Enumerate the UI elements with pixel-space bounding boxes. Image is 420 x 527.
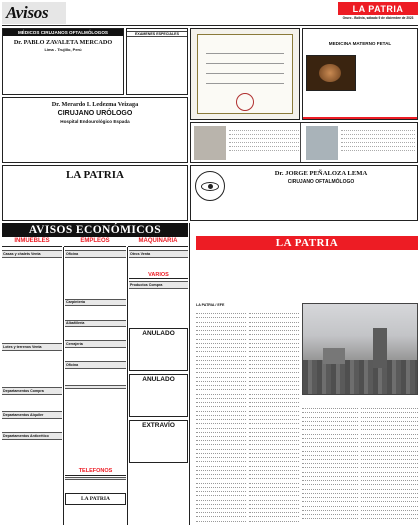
- ad-line: [2, 366, 62, 370]
- detail-line: [359, 75, 417, 79]
- divider: [2, 25, 418, 26]
- article-column: [196, 310, 246, 523]
- ad-photo-block: [191, 123, 301, 163]
- building: [373, 328, 387, 368]
- article-line: [196, 517, 246, 521]
- article-byline: LA PATRIA / EFE: [196, 303, 225, 307]
- ad-line: [2, 382, 62, 386]
- classified-ad[interactable]: [129, 314, 188, 325]
- article-column: [302, 405, 358, 523]
- anulado-title: ANULADO: [142, 330, 175, 338]
- ad-text: [229, 127, 299, 151]
- doctor-name: Dr. Merardo I. Ledezma Veizaga: [51, 101, 139, 108]
- building: [323, 348, 345, 364]
- ad-line: [2, 296, 62, 300]
- ad-doctor-penaloza: [190, 165, 418, 221]
- section-inmuebles: INMUEBLES: [2, 238, 62, 247]
- ad-laboratory: [126, 28, 188, 95]
- photo-caption: [302, 396, 418, 404]
- eye-icon: [195, 171, 225, 201]
- classified-ad[interactable]: [65, 370, 126, 384]
- anulado-line: [132, 362, 186, 368]
- classified-ad[interactable]: [2, 441, 62, 452]
- ecografia-title: MEDICINA MATERNO FETAL: [328, 41, 392, 46]
- anulado-notice: [129, 374, 188, 417]
- doctor-details: [7, 56, 119, 76]
- article-column: [361, 405, 418, 523]
- doctor-name: Dr. PABLO ZAVALETA MERCADO: [13, 39, 113, 47]
- ad-line: [2, 338, 62, 342]
- classified-ad[interactable]: [129, 290, 188, 301]
- section-telefonos: TELÉFONOS: [65, 468, 126, 476]
- classified-ad[interactable]: [65, 259, 126, 270]
- doctor-degree: Lima - Trujillo, Perú: [44, 46, 82, 52]
- hospital-name: Hospital Endourológico Espada: [60, 119, 130, 125]
- ad-line: [65, 294, 126, 298]
- category-header: Cerrajería: [65, 340, 126, 348]
- ad-line: [129, 309, 188, 313]
- ad-text: [341, 127, 415, 151]
- classified-ad[interactable]: [65, 271, 126, 282]
- ad-line: [2, 448, 62, 452]
- article-line: [249, 517, 299, 521]
- centro-label: [303, 117, 417, 119]
- column-maquinaria: [129, 249, 188, 525]
- section-varios: VARIOS: [129, 272, 188, 280]
- doctor-specialty: CIRUJANO URÓLOGO: [57, 109, 133, 117]
- ad-header: MÉDICOS CIRUJANOS OFTALMÓLOGOS: [3, 29, 123, 36]
- ecografia-details: [359, 55, 417, 79]
- ad-certificate: [190, 28, 300, 120]
- classified-ad[interactable]: [65, 328, 126, 339]
- ad-line: [65, 278, 126, 282]
- classified-ad[interactable]: [129, 302, 188, 313]
- doctor-specialty: CIRUJANO OFTALMÓLOGO: [287, 179, 355, 186]
- ad-line: [65, 397, 126, 401]
- category-header: Casas y chalets Venta: [2, 250, 62, 258]
- classified-ad[interactable]: [2, 352, 62, 370]
- ad-line: [129, 297, 188, 301]
- classified-ad[interactable]: [2, 328, 62, 342]
- classified-ad[interactable]: [2, 420, 62, 431]
- text-line: [341, 147, 415, 151]
- certificate-frame: [197, 34, 293, 114]
- photo: [194, 126, 226, 160]
- telefonos-block: [65, 468, 126, 525]
- fetus-image: [319, 64, 341, 82]
- drop-cap: [196, 310, 206, 322]
- article-photo: [302, 303, 418, 395]
- ad-ecografia: [302, 28, 418, 120]
- ad-line: [65, 266, 126, 270]
- ad-line: [65, 488, 126, 492]
- article-line: [302, 519, 358, 523]
- photo: [306, 126, 338, 160]
- classified-ad[interactable]: [65, 307, 126, 318]
- section-maquinaria: MAQUINARIA: [128, 238, 188, 247]
- ad-line: [2, 273, 62, 277]
- category-header: Oficina: [65, 250, 126, 258]
- ad-photo-block: [303, 123, 418, 163]
- category-header: Productos Compra: [129, 281, 188, 289]
- ad-line: [129, 321, 188, 325]
- classified-ad[interactable]: [2, 301, 62, 326]
- ad-line: [65, 335, 126, 339]
- ad-line: [2, 406, 62, 410]
- ad-line: [2, 323, 62, 327]
- divider: [63, 247, 64, 525]
- category-header: Oficina: [65, 361, 126, 369]
- category-header: [65, 477, 126, 480]
- section-banner: LA PATRIA: [196, 236, 418, 250]
- extravio-title: EXTRAVÍO: [142, 422, 175, 430]
- lab-details: [129, 39, 185, 69]
- ad-line: [65, 380, 126, 384]
- column-inmuebles: [2, 249, 62, 525]
- divider: [189, 223, 190, 525]
- detail-line: [229, 201, 413, 206]
- classified-ad[interactable]: [129, 259, 188, 270]
- ad-line: [65, 356, 126, 360]
- doctor-details: [229, 187, 413, 205]
- text-line: [229, 147, 299, 151]
- category-header: Otros Venta: [129, 250, 188, 258]
- la-patria-logo: LA PATRIA: [66, 169, 124, 181]
- classified-ad[interactable]: [65, 283, 126, 297]
- classified-ad[interactable]: [2, 259, 62, 277]
- divider: [127, 247, 128, 525]
- la-patria-logo: LA PATRIA: [81, 495, 110, 502]
- category-header: Departamentos Alquiler: [2, 411, 62, 419]
- classified-ad[interactable]: [65, 390, 126, 401]
- category-header: Carpintería: [65, 299, 126, 307]
- anulado-title: ANULADO: [142, 376, 175, 384]
- ad-line: [65, 315, 126, 319]
- la-patria-hours-ad: [65, 493, 126, 505]
- seal-icon: [236, 93, 254, 111]
- extravio-notice: [129, 420, 188, 463]
- section-empleos: EMPLEOS: [64, 238, 126, 247]
- ad-strip-right: [190, 122, 418, 163]
- ad-la-patria: [2, 165, 188, 221]
- category-header: Albañilería: [65, 320, 126, 328]
- anulado-notice: [129, 328, 188, 371]
- category-header: [65, 385, 126, 388]
- classified-ad[interactable]: [2, 396, 62, 410]
- category-header: Departamentos Compra: [2, 387, 62, 395]
- lab-sub: EXAMENES ESPECIALES: [127, 31, 187, 37]
- masthead: [2, 2, 418, 24]
- lab-line: [129, 66, 185, 70]
- detail-line: [7, 71, 119, 76]
- ad-line: [129, 266, 188, 270]
- newspaper-logo: LA PATRIA: [338, 2, 418, 15]
- doctor-details: [7, 127, 183, 147]
- classified-ad[interactable]: [65, 481, 126, 492]
- anulado-line: [132, 408, 186, 414]
- extravio-line: [132, 455, 186, 460]
- classifieds-title: AVISOS ECONÓMICOS: [2, 223, 188, 237]
- dateline: Oruro - Bolivia, sábado 9 de diciembre de 2023: [342, 16, 414, 20]
- ad-doctor-ledezma: [2, 97, 188, 163]
- ultrasound-image: [306, 55, 356, 91]
- avisos-logo: Avisos: [2, 2, 66, 24]
- classified-ad[interactable]: [2, 371, 62, 385]
- article-column: [249, 310, 299, 523]
- cityscape: [303, 360, 417, 394]
- ad-doctor-zavaleta: [2, 28, 124, 95]
- category-header: Lotes y terrenos Venta: [2, 343, 62, 351]
- classified-ad[interactable]: [2, 278, 62, 300]
- article-line: [361, 519, 418, 523]
- ad-line: [2, 427, 62, 431]
- detail-line: [7, 143, 183, 147]
- classified-ad[interactable]: [65, 349, 126, 360]
- doctor-name: Dr. JORGE PEÑALOZA LEMA: [274, 170, 368, 177]
- category-header: Departamentos Anticrético: [2, 432, 62, 440]
